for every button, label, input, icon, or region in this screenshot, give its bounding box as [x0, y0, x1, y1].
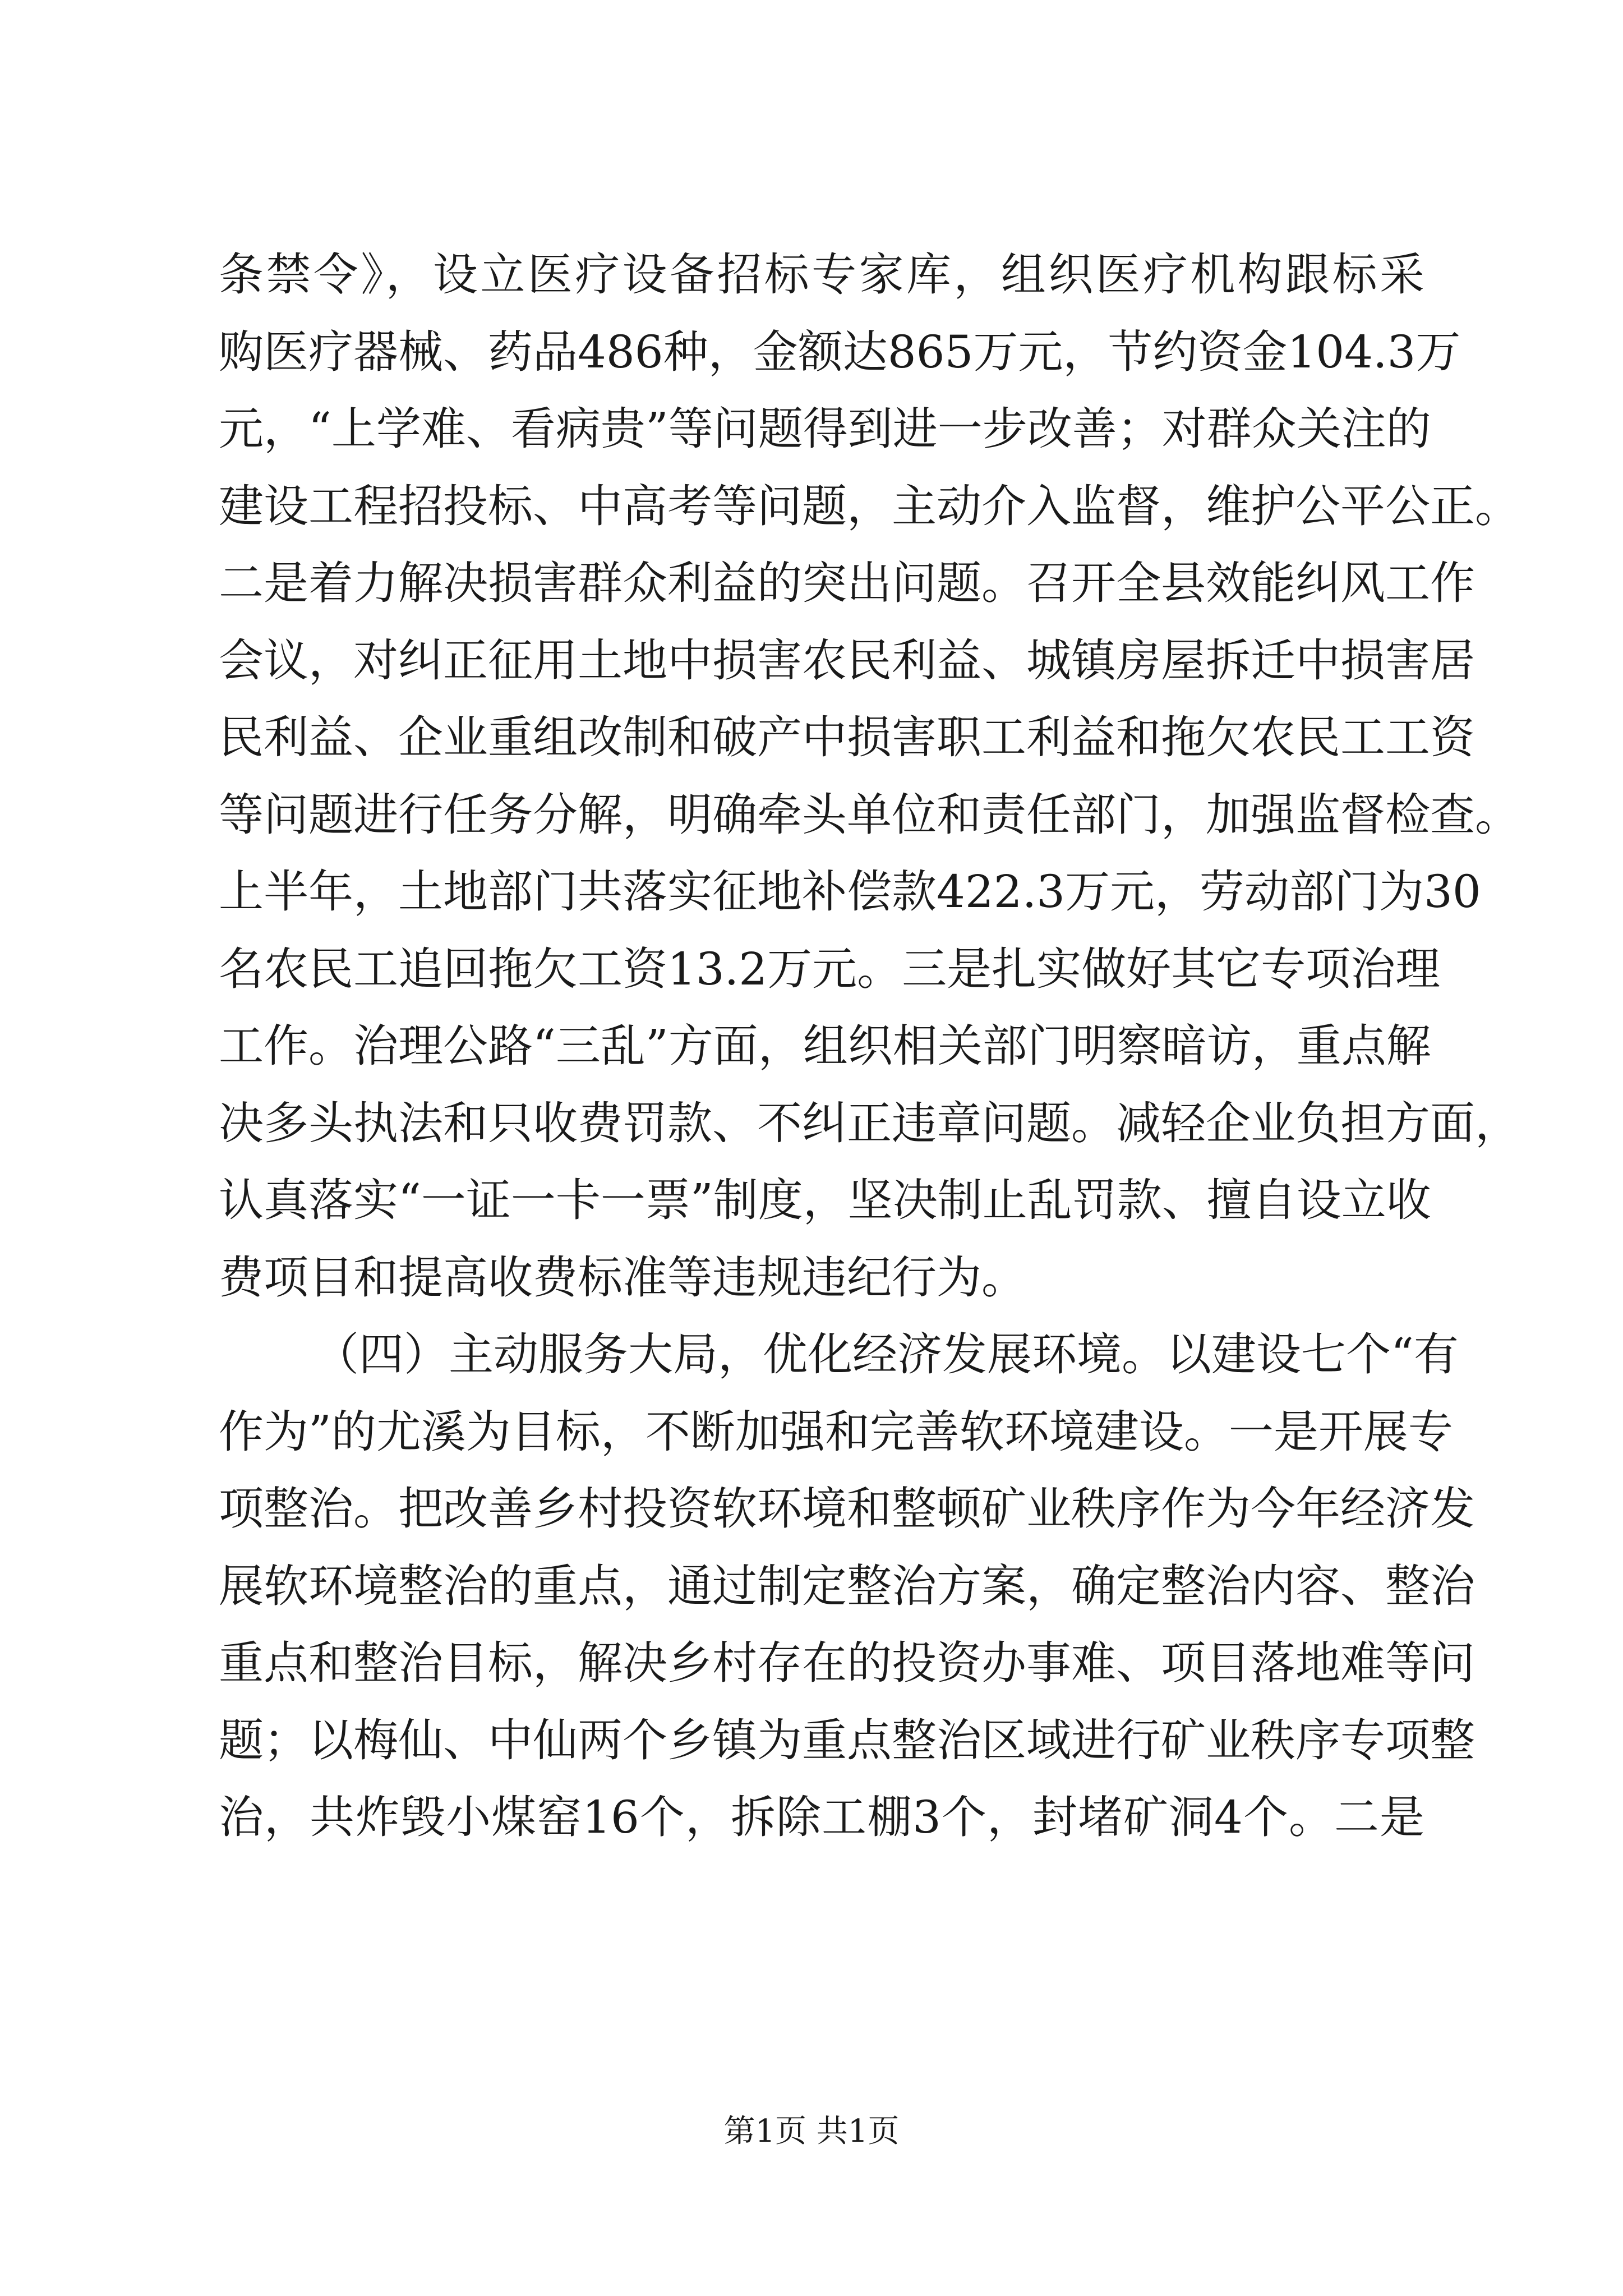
- text-line-13: 认真落实“一证一卡一票”制度，坚决制止乱罚款、擅自设立收: [219, 1174, 1431, 1226]
- text-line-19: 重点和整治目标，解决乡村存在的投资办事难、项目落地难等问: [219, 1637, 1475, 1689]
- text-line-11: 工作。治理公路“三乱”方面，组织相关部门明察暗访，重点解: [219, 1020, 1431, 1072]
- text-line-6: 会议，对纠正征用土地中损害农民利益、城镇房屋拆迁中损害居: [219, 634, 1475, 687]
- text-line-4: 建设工程招投标、中高考等问题，主动介入监督，维护公平公正。: [219, 480, 1520, 532]
- text-line-3: 元，“上学难、看病贵”等问题得到进一步改善；对群众关注的: [219, 403, 1431, 455]
- text-line-20: 题；以梅仙、中仙两个乡镇为重点整治区域进行矿业秩序专项整: [219, 1714, 1475, 1766]
- text-line-8: 等问题进行任务分解，明确牵头单位和责任部门，加强监督检查。: [219, 789, 1520, 841]
- page-footer: 第1页 共1页: [723, 2113, 900, 2150]
- text-line-1: 条禁令》，设立医疗设备招标专家库，组织医疗机构跟标采: [219, 249, 1424, 301]
- text-line-17: 项整治。把改善乡村投资软环境和整顿矿业秩序作为今年经济发: [219, 1483, 1475, 1535]
- text-line-9: 上半年，土地部门共落实征地补偿款422.3万元，劳动部门为30: [219, 866, 1481, 918]
- text-line-18: 展软环境整治的重点，通过制定整治方案，确定整治内容、整治: [219, 1560, 1475, 1612]
- text-line-10: 名农民工追回拖欠工资13.2万元。三是扎实做好其它专项治理: [219, 943, 1441, 995]
- text-line-16: 作为”的尤溪为目标，不断加强和完善软环境建设。一是开展专: [219, 1406, 1453, 1458]
- text-line-12: 决多头执法和只收费罚款、不纠正违章问题。减轻企业负担方面，: [219, 1097, 1520, 1149]
- text-line-14: 费项目和提高收费标准等违规违纪行为。: [219, 1251, 1026, 1304]
- text-line-21: 治，共炸毁小煤窑16个，拆除工棚3个，封堵矿洞4个。二是: [219, 1791, 1424, 1843]
- text-line-15: （四）主动服务大局，优化经济发展环境。以建设七个“有: [314, 1328, 1459, 1381]
- text-line-2: 购医疗器械、药品486种，金额达865万元，节约资金104.3万: [219, 326, 1461, 378]
- text-line-5: 二是着力解决损害群众利益的突出问题。召开全县效能纠风工作: [219, 557, 1475, 609]
- text-line-7: 民利益、企业重组改制和破产中损害职工利益和拖欠农民工工资: [219, 711, 1475, 763]
